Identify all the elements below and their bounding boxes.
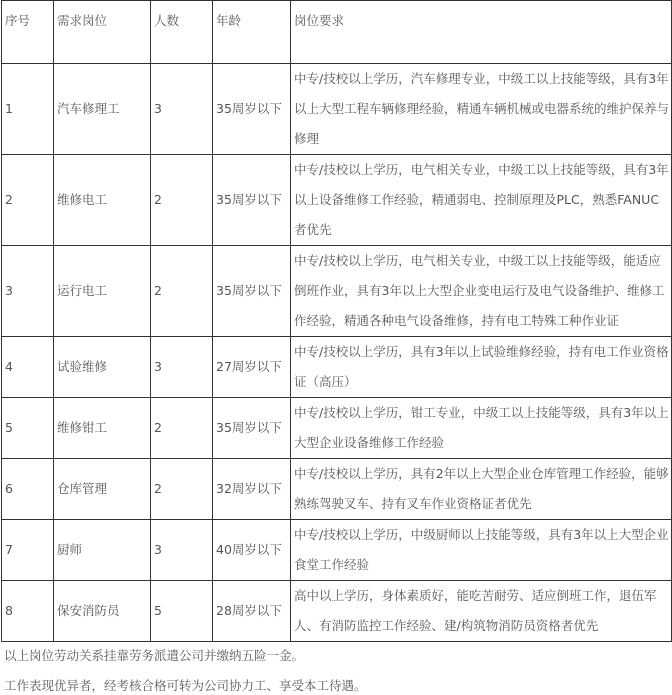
table-row [2, 398, 672, 459]
requirements: 中专/技校以上学历，电气相关专业，中级工以上技能等级，能适应倒班作业，具有3年以上大型企业变电运行及电气设备维护、维修工作经验，精通各种电气设备维修，持有电工特殊工种作业证 [291, 246, 672, 337]
row-number: 3 [2, 246, 54, 337]
age-limit: 35周岁以下 [213, 155, 291, 246]
table-header-row [2, 1, 672, 64]
header-position: 需求岗位 [54, 1, 151, 64]
row-number: 1 [2, 64, 54, 155]
requirements: 中专/技校以上学历，电气相关专业，中级工以上技能等级，具有3年以上设备维修工作经验，精通弱电、控制原理及PLC，熟悉FANUC者优先 [291, 155, 672, 246]
header-no: 序号 [2, 1, 54, 64]
requirements: 中专/技校以上学历，钳工专业，中级工以上技能等级，具有3年以上大型企业设备维修工作经验 [291, 398, 672, 459]
headcount: 2 [151, 155, 213, 246]
position-name: 维修电工 [54, 155, 151, 246]
age-limit: 35周岁以下 [213, 398, 291, 459]
header-count: 人数 [151, 1, 213, 64]
table-row [2, 459, 672, 520]
position-name: 仓库管理 [54, 459, 151, 520]
table-row [2, 581, 672, 642]
header-age: 年龄 [213, 1, 291, 64]
position-name: 汽车修理工 [54, 64, 151, 155]
age-limit: 28周岁以下 [213, 581, 291, 642]
row-number: 2 [2, 155, 54, 246]
row-number: 8 [2, 581, 54, 642]
requirements: 中专/技校以上学历，具有3年以上试验维修经验，持有电工作业资格证（高压） [291, 337, 672, 398]
position-name: 维修钳工 [54, 398, 151, 459]
table-row [2, 337, 672, 398]
row-number: 7 [2, 520, 54, 581]
requirements: 中专/技校以上学历，汽车修理专业，中级工以上技能等级，具有3年以上大型工程车辆修理经验，精通车辆机械或电器系统的维护保养与修理 [291, 64, 672, 155]
table-row [2, 155, 672, 246]
headcount: 3 [151, 520, 213, 581]
job-table [1, 0, 672, 642]
table-row [2, 64, 672, 155]
headcount: 3 [151, 337, 213, 398]
table-row [2, 246, 672, 337]
position-name: 保安消防员 [54, 581, 151, 642]
headcount: 2 [151, 246, 213, 337]
row-number: 5 [2, 398, 54, 459]
age-limit: 35周岁以下 [213, 64, 291, 155]
position-name: 厨师 [54, 520, 151, 581]
position-name: 试验维修 [54, 337, 151, 398]
row-number: 4 [2, 337, 54, 398]
requirements: 中专/技校以上学历，具有2年以上大型企业仓库管理工作经验，能够熟练驾驶叉车、持有叉车作业资格证者优先 [291, 459, 672, 520]
age-limit: 35周岁以下 [213, 246, 291, 337]
header-requirements: 岗位要求 [291, 1, 672, 64]
note-2: 工作表现优异者，经考核合格可转为公司协力工、享受本工待遇。 [4, 678, 367, 693]
note-1: 以上岗位劳动关系挂靠劳务派遣公司并缴纳五险一金。 [4, 648, 305, 663]
age-limit: 32周岁以下 [213, 459, 291, 520]
position-name: 运行电工 [54, 246, 151, 337]
requirements: 高中以上学历，身体素质好，能吃苦耐劳、适应倒班工作，退伍军人、有消防监控工作经验、建/构筑物消防员资格者优先 [291, 581, 672, 642]
row-number: 6 [2, 459, 54, 520]
headcount: 2 [151, 459, 213, 520]
headcount: 3 [151, 64, 213, 155]
headcount: 2 [151, 398, 213, 459]
age-limit: 27周岁以下 [213, 337, 291, 398]
table-row [2, 520, 672, 581]
requirements: 中专/技校以上学历，中级厨师以上技能等级，具有3年以上大型企业食堂工作经验 [291, 520, 672, 581]
headcount: 5 [151, 581, 213, 642]
age-limit: 40周岁以下 [213, 520, 291, 581]
